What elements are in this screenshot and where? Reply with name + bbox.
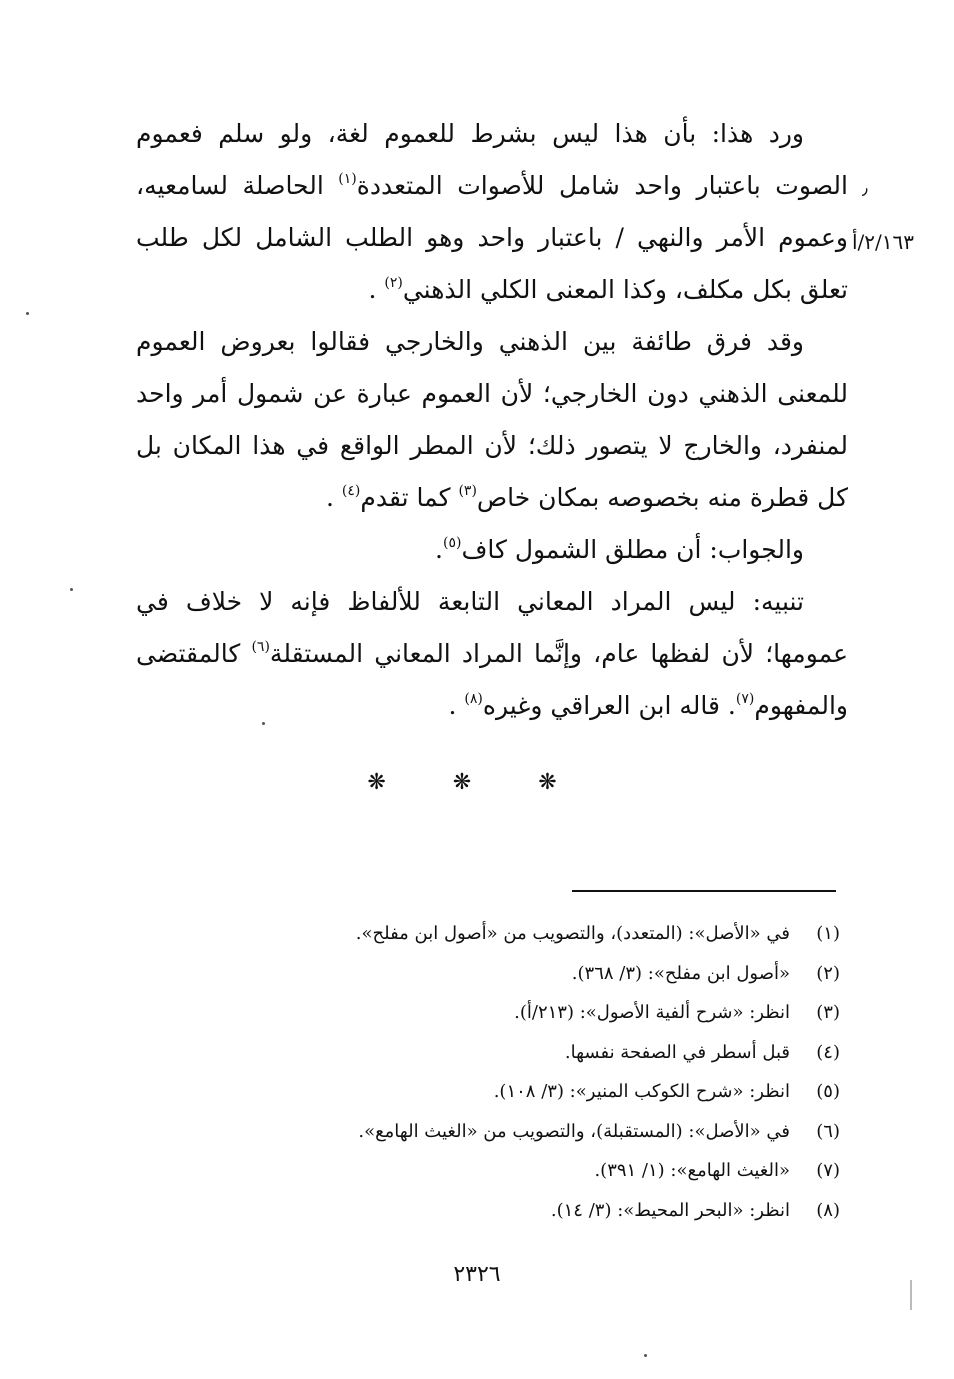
paragraph-4: تنبيه: ليس المراد المعاني التابعة للألفاظ فإنه لا خلاف في عمومها؛ لأن لفظها عام، وإنَّما المراد المعاني المستقلة$^{(٦)}$ كالمقتضى والمفهوم$^{(٧)}$. قاله ابن العراقي وغيره$^{(٨)}$ . [136, 587, 848, 720]
scan-speck [910, 1280, 912, 1310]
footnote-ref-2[interactable]: (٢) [384, 275, 403, 291]
footnote-item [300, 1191, 840, 1231]
footnote-text: «الغيث الهامع»: (١/ ٣٩١). [594, 1160, 790, 1181]
footnote-item [300, 1072, 840, 1112]
footnote-item [300, 1033, 840, 1073]
footnote-number: (٨) [816, 1199, 840, 1221]
paragraph-3: والجواب: أن مطلق الشمول كاف$^{(٥)}$. [435, 535, 804, 564]
footnote-item [300, 1151, 840, 1191]
paragraph-1: ورد هذا: بأن هذا ليس بشرط للعموم لغة، ولو سلم فعموم الصوت باعتبار واحد شامل للأصوات المتعددة$^{(١)}$ الحاصلة لسامعيه، وعموم الأمر والنهي / باعتبار واحد وهو الطلب الشامل لكل طلب تعلق بكل مكلف، وكذا المعنى الكلي الذهني$^{(٢)}$ . [136, 119, 848, 304]
footnote-text: قبل أسطر في الصفحة نفسها. [564, 1041, 790, 1063]
footnote-text: «أصول ابن مفلح»: (٣/ ٣٦٨). [571, 962, 790, 984]
scan-speck [26, 312, 29, 315]
footnote-ref-6[interactable]: (٦) [251, 639, 270, 655]
footnote-ref-4[interactable]: (٤) [341, 483, 361, 499]
footnote-ref-5[interactable]: (٥) [442, 535, 462, 551]
main-text [136, 108, 848, 732]
scan-speck [262, 722, 265, 725]
page-number: ٢٣٢٦ [453, 1262, 501, 1287]
footnote-item [300, 954, 840, 994]
footnote-text: انظر: «البحر المحيط»: (٣/ ١٤). [550, 1199, 790, 1221]
footnote-ref-3[interactable]: (٣) [458, 483, 477, 499]
footnote-divider [572, 890, 836, 892]
footnote-number: (٢) [816, 962, 840, 984]
scan-speck [70, 588, 73, 591]
footnote-number: (٦) [816, 1120, 840, 1142]
footnote-item [300, 1112, 840, 1152]
margin-mark: ٫ [862, 178, 868, 199]
footnote-number: (١) [816, 923, 840, 944]
manuscript-folio-reference: ٢/١٦٣/أ [852, 230, 915, 254]
footnote-text: انظر: «شرح ألفية الأصول»: (٢١٣/أ). [514, 1002, 790, 1023]
footnote-number: (٣) [816, 1002, 840, 1023]
footnote-ref-8[interactable]: (٨) [464, 691, 483, 707]
paragraph-2: وقد فرق طائفة بين الذهني والخارجي فقالوا بعروض العموم للمعنى الذهني دون الخارجي؛ لأن العموم عبارة عن شمول أمر واحد لمنفرد، والخارج لا يتصور ذلك؛ لأن المطر الواقع في هذا المكان بل كل قطرة منه بخصوصه بمكان خاص$^{(٣)}$ كما تقدم$^{(٤)}$ . [136, 327, 848, 512]
footnote-ref-1[interactable]: (١) [338, 171, 357, 187]
footnote-ref-7[interactable]: (٧) [735, 691, 755, 707]
footnote-text: انظر: «شرح الكوكب المنير»: (٣/ ١٠٨). [493, 1081, 790, 1102]
footnote-number: (٧) [816, 1160, 840, 1181]
scan-speck [644, 1354, 647, 1357]
footnote-number: (٥) [816, 1081, 840, 1102]
footnote-text: في «الأصل»: (المتعدد)، والتصويب من «أصول ابن مفلح». [355, 923, 790, 944]
footnotes-list [300, 914, 840, 1230]
footnote-text: في «الأصل»: (المستقبلة)، والتصويب من «الغيث الهامع». [358, 1120, 790, 1142]
footnote-number: (٤) [816, 1041, 840, 1063]
section-separator: ❋ ❋ ❋ [367, 770, 587, 795]
footnote-item [300, 993, 840, 1033]
footnote-item [300, 914, 840, 954]
